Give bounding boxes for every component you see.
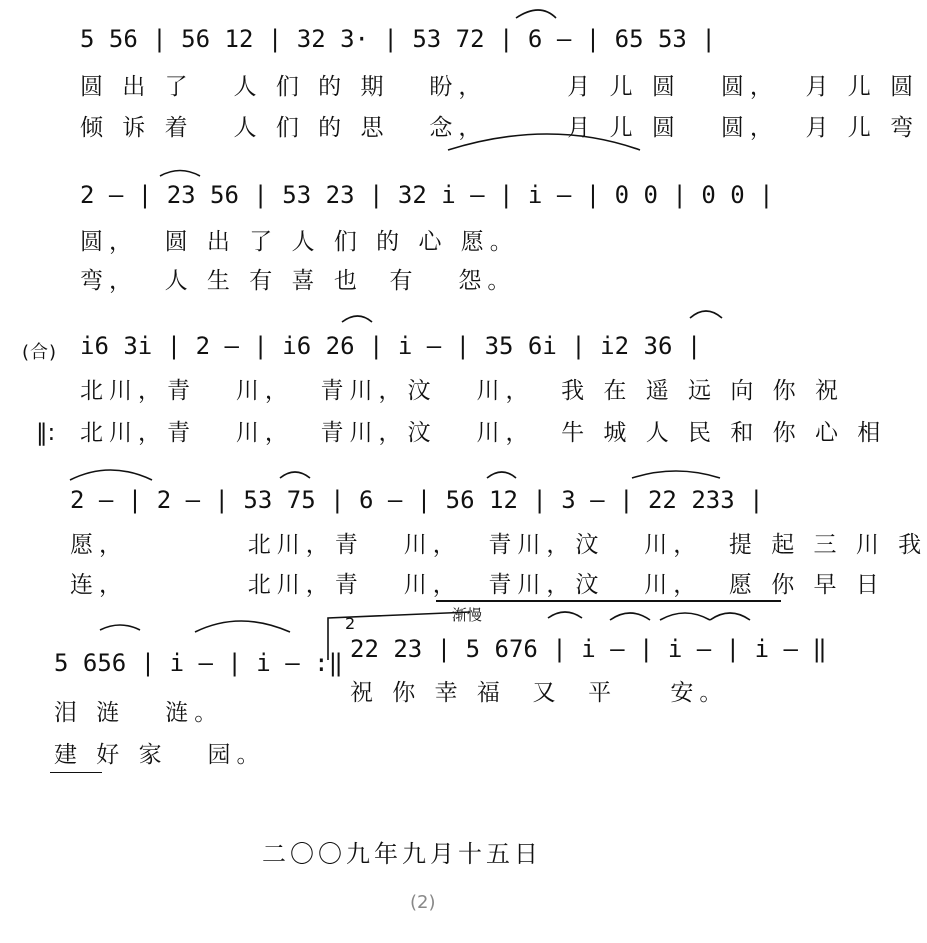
lyrics-line-2b: 弯， 人 生 有 喜 也 有 怨。 xyxy=(80,268,517,294)
page-number: (2) xyxy=(410,892,436,913)
slur-15 xyxy=(710,613,750,620)
chorus-marker: (合) xyxy=(22,342,58,363)
lyrics-line-3a: 北川，青 川， 青川，汶 川， 我 在 遥 远 向 你 祝 xyxy=(80,378,844,404)
lyrics-line-2a: 圆， 圆 出 了 人 们 的 心 愿。 xyxy=(80,229,519,255)
notes-line-2: 2 — | 23 56 | 53 23 | 32 i — | i — | 0 0 | 0 0 | xyxy=(80,181,774,209)
lyrics-line-1a: 圆 出 了 人 们 的 期 盼， 月 儿 圆 圆， 月 儿 圆 xyxy=(80,74,920,100)
slur-10 xyxy=(100,625,140,630)
notes-line-4: 2 — | 2 — | 53 75 | 6 — | 56 12 | 3 — | 22 233 | xyxy=(70,486,764,514)
slur-8 xyxy=(487,472,516,478)
lyrics-line-4a: 愿， 北川，青 川， 青川，汶 川， 提 起 三 川 我 xyxy=(70,532,927,558)
volta-lyrics: 祝 你 幸 福 又 平 安。 xyxy=(350,680,729,706)
slur-2 xyxy=(448,134,640,150)
slur-12 xyxy=(548,612,582,618)
lyrics-line-4b: 连， 北川，青 川， 青川，汶 川， 愿 你 早 日 xyxy=(70,572,885,598)
lyrics-line-5b: 建 好 家 园。 xyxy=(54,742,266,768)
slur-7 xyxy=(280,472,310,478)
volta-bracket xyxy=(328,612,470,660)
slur-5 xyxy=(342,316,372,322)
notes-line-3: i6 3i | 2 — | i6 26 | i — | 35 6i | i2 36 | xyxy=(80,332,702,360)
lyrics-line-3b: 北川，青 川， 青川，汶 川， 牛 城 人 民 和 你 心 相 xyxy=(80,420,887,446)
slur-14 xyxy=(660,613,710,620)
slur-9 xyxy=(632,471,720,478)
slur-11 xyxy=(195,621,290,632)
date-signature: 二〇〇九年九月十五日 xyxy=(262,840,542,868)
slur-3 xyxy=(160,171,200,177)
tempo-marking: 渐慢 xyxy=(452,606,483,624)
notes-line-1: 5 56 | 56 12 | 32 3· | 53 72 | 6 — | 65 53 | xyxy=(80,25,716,53)
slur-6 xyxy=(70,470,152,480)
slur-13 xyxy=(610,613,650,620)
notes-line-5: 5 656 | i — | i — :‖ xyxy=(54,649,343,677)
volta-number: 2 xyxy=(345,614,356,633)
volta-notes: 22 23 | 5 676 | i — | i — | i — ‖ xyxy=(350,635,827,663)
slur-1 xyxy=(516,10,556,18)
repeat-start-sign: ‖: xyxy=(36,420,56,446)
lyrics-line-5a: 泪 涟 涟。 xyxy=(54,700,224,726)
slur-4 xyxy=(690,311,722,318)
lyrics-line-1b: 倾 诉 着 人 们 的 思 念， 月 儿 圆 圆， 月 儿 弯 xyxy=(80,115,920,141)
